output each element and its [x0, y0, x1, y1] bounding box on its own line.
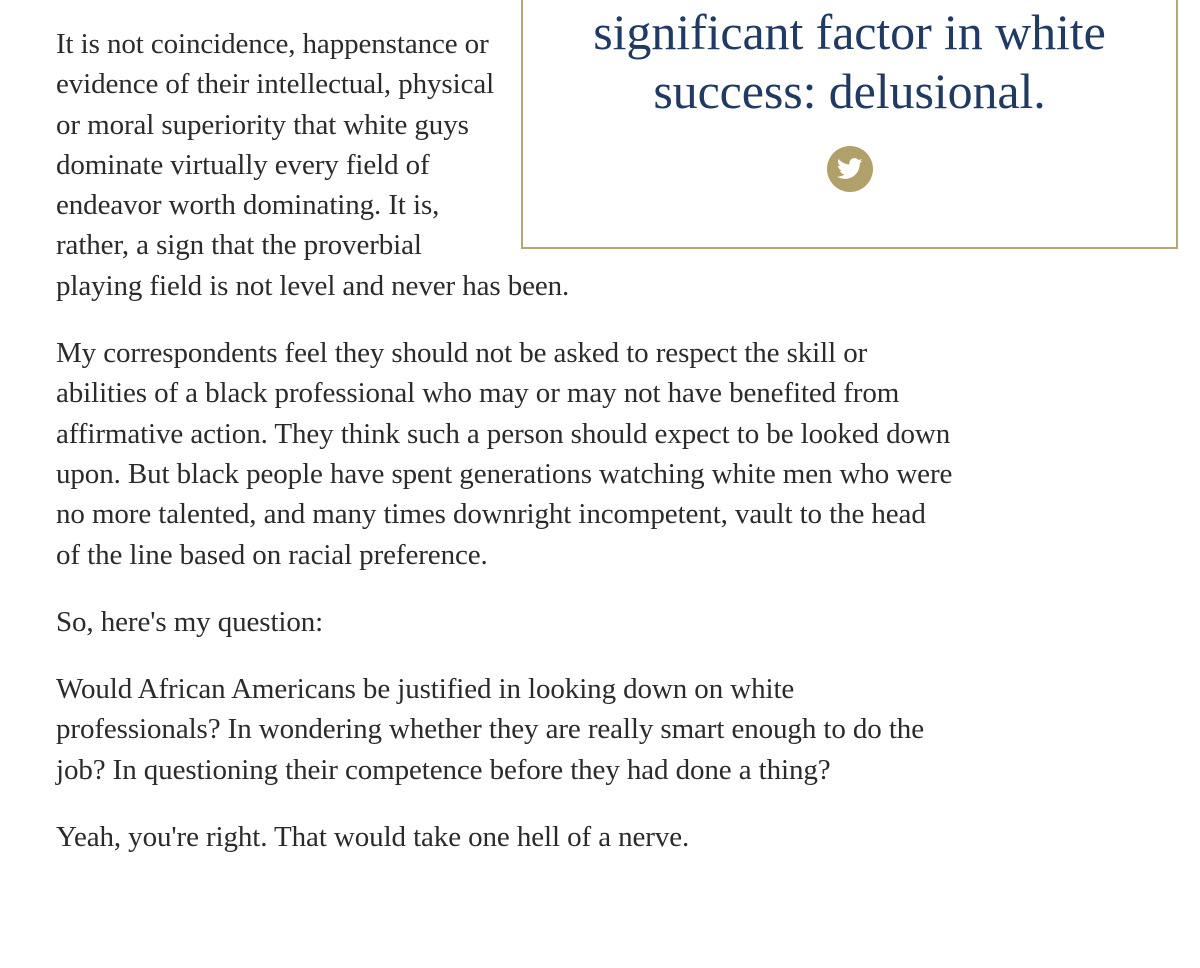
article-body [56, 0, 1106, 884]
twitter-icon [837, 158, 863, 180]
tweet-quote-button[interactable] [827, 146, 873, 192]
paragraph-5: Yeah, you're right. That would take one hell of a nerve. [56, 821, 690, 854]
paragraph-2: My correspondents feel they should not be asked to respect the skill or abilities of a black professional who may or may not have benefited from affirmative action. They think such a person should expect to be looked down upon. But black people have spent generations watching white men who were no more talented, and many times downright incompetent, vault to the head of the line based on racial preference. [56, 337, 953, 571]
pull-quote-text: significant factor in white success: delusional. [593, 4, 1106, 119]
paragraph-3: So, here's my question: [56, 605, 324, 638]
pull-quote-box [521, 0, 1178, 249]
paragraph-1: It is not coincidence, happenstance or evidence of their intellectual, physical or moral superiority that white guys dominate virtually every field of endeavor worth dominating. It is, rather, a sign that the proverbial playing field is not level and never has been. [56, 28, 570, 302]
paragraph-4: Would African Americans be justified in looking down on white professionals? In wondering whether they are really smart enough to do the job? In questioning their competence before they had done a thing? [56, 673, 924, 786]
